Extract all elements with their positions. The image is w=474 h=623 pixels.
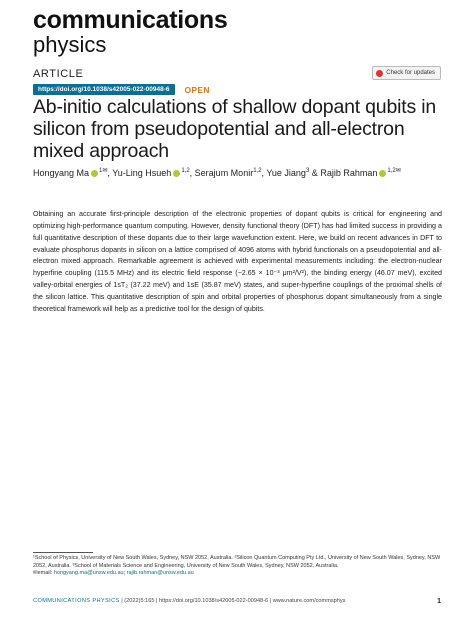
footer-citation bbox=[33, 598, 345, 605]
orcid-icon[interactable] bbox=[379, 170, 386, 177]
abstract-text: Obtaining an accurate first-principle description of the electronic properties of dopant qubits is critical for engineering and optimizing high-performance quantum computing. However, density functional theory (DFT) has had limited success in providing a full quantitative description of these dopants due to their large wavefunction extent. Here, we build on recent advances in DFT to evaluate phosphorus dopants in silicon on a lattice comprised of 4096 atoms with hybrid functionals on a pseudopotential and all-electron mixed approach. Remarkable agreement is achieved with experimental measurements including: the electron-nuclear hyperfine coupling (115.5 MHz) and its electric field response (−2.65 × 10⁻³ μm²/V²), the binding energy (46.07 meV), excited valley-orbital energies of 1sT₂ (37.22 meV) and 1sE (35.87 meV) states, and super-hyperfine couplings of the proximal shells of the silicon lattice. This quantitative description of spin and orbital properties of phosphorus dopant simultaneously from a single theoretical framework will help as a predictive tool for the design of qubits. bbox=[33, 210, 442, 313]
doi-row bbox=[33, 84, 210, 95]
author-affiliation: 1,2 bbox=[253, 168, 262, 174]
author-name[interactable]: Rajib Rahman bbox=[320, 168, 378, 178]
crossmark-icon bbox=[376, 70, 383, 77]
doi-link[interactable]: https://doi.org/10.1038/s42005-022-00948-6 bbox=[33, 84, 175, 95]
page-footer bbox=[33, 598, 441, 605]
footer-journal: COMMUNICATIONS PHYSICS bbox=[33, 598, 120, 604]
author-name[interactable]: Hongyang Ma bbox=[33, 168, 90, 178]
orcid-icon[interactable] bbox=[173, 170, 180, 177]
footnotes bbox=[33, 555, 443, 578]
article-title: Ab-initio calculations of shallow dopant qubits in silicon from pseudopotential and all-electron mixed approach bbox=[33, 96, 436, 162]
affiliations: ¹School of Physics, University of New South Wales, Sydney, NSW 2052, Australia. ²Silicon Quantum Computing Pty Ltd., University of New South Wales, Sydney, NSW 2052, Australia. ³School of Materials Science and Engineering, University of New South Wales, Sydney, NSW 2052, Australia. bbox=[33, 555, 441, 569]
check-updates-label: Check for updates bbox=[386, 70, 435, 76]
page-number: 1 bbox=[437, 598, 441, 605]
check-updates-button[interactable] bbox=[372, 66, 441, 80]
journal-logo bbox=[33, 8, 227, 56]
author-affiliation: 3 bbox=[305, 168, 310, 174]
article-type-label: ARTICLE bbox=[33, 68, 84, 80]
footnote-divider bbox=[33, 552, 93, 553]
author-affiliation: 1✉ bbox=[99, 168, 108, 174]
open-access-badge: OPEN bbox=[184, 84, 210, 95]
author-conjunction: & bbox=[311, 168, 318, 178]
author-affiliation: 1,2 bbox=[181, 168, 190, 174]
author-name[interactable]: Serajum Monir bbox=[194, 168, 254, 178]
email-line bbox=[33, 570, 443, 578]
journal-name-line1: communications bbox=[33, 6, 228, 34]
author-name[interactable]: Yu-Ling Hsueh bbox=[112, 168, 172, 178]
email-links[interactable]: hongyang.ma@unsw.edu.au; rajib.rahman@unsw.edu.au bbox=[53, 570, 194, 577]
author-list: Hongyang Ma $^{1✉}$, Yu-Ling Hsueh $^{1,2}$, Serajum Monir$^{1,2}$, Yue Jiang$^3$ & Rajib Rahman $^{1,2✉}$ bbox=[33, 168, 401, 178]
author-affiliation: 1,2✉ bbox=[387, 168, 401, 174]
author-name[interactable]: Yue Jiang bbox=[266, 168, 306, 178]
orcid-icon[interactable] bbox=[91, 170, 98, 177]
abstract bbox=[33, 209, 442, 316]
footer-citation-text: | (2022)5:165 | https://doi.org/10.1038/s42005-022-00948-6 | www.nature.com/commsphys bbox=[121, 598, 346, 604]
email-label: ✉email: bbox=[33, 570, 53, 577]
journal-name-line2: physics bbox=[33, 32, 107, 57]
